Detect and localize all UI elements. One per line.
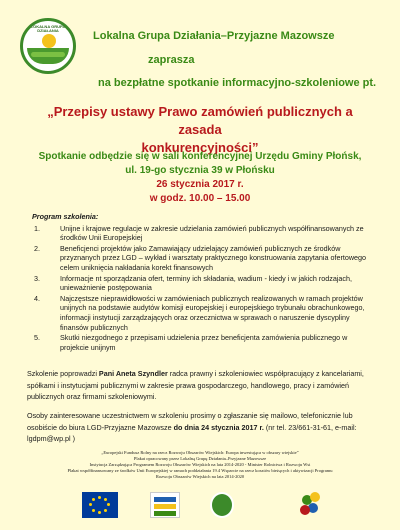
logo-text: LOKALNA GRUPA DZIAŁANIA	[30, 24, 66, 33]
training-title	[30, 103, 370, 157]
event-time: w godz. 10.00 – 15.00	[149, 193, 251, 204]
registration-paragraph	[27, 410, 373, 445]
logo-field-stripe	[31, 52, 65, 57]
venue-line-2: ul. 19-go stycznia 39 w Płońsku	[125, 165, 275, 176]
invites-text: zaprasza	[148, 54, 195, 66]
item-number: 3.	[34, 273, 40, 283]
footer-line: Instytucja Zarządzająca Programem Rozwoju Obszarów Wiejskich na lata 2014-2020 - Minister Rolnictwa i Rozwoju Wsi	[89, 462, 311, 467]
trainer-name: Pani Aneta Szyndler	[98, 369, 168, 378]
leader-logo-icon	[150, 492, 180, 518]
program-heading: Program szkolenia:	[32, 212, 99, 221]
registration-intro: Osoby zainteresowane uczestnictwem w szkoleniu prosimy o zgłaszanie się mailowo, telefonicznie lub osobiście do biura LGD-Przyjazne Mazowsze	[27, 411, 353, 432]
program-item	[32, 274, 374, 293]
event-date: 26 stycznia 2017 r.	[156, 179, 244, 190]
eu-flag-icon	[82, 492, 118, 518]
program-item	[32, 244, 374, 273]
logo-sun	[42, 34, 56, 48]
registration-contact: (nr tel. 23/661-31-61, e-mail: lgdpm@wp.pl )	[27, 422, 357, 443]
program-item	[32, 224, 374, 243]
item-text: Unijne i krajowe regulacje w zakresie udzielania zamówień publicznych współfinansowanych ze środków Unii Europejskiej	[60, 223, 364, 243]
program-list	[32, 224, 374, 353]
lgd-small-logo-icon	[210, 492, 234, 518]
item-number: 5.	[34, 333, 40, 343]
venue-info	[30, 150, 370, 206]
item-number: 1.	[34, 223, 40, 233]
title-line-2: konkurencyjności”	[141, 140, 259, 155]
organizer-name: Lokalna Grupa Działania–Przyjazne Mazowsze	[93, 30, 335, 42]
item-number: 4.	[34, 293, 40, 303]
invitation-line: na bezpłatne spotkanie informacyjno-szkoleniowe pt.	[98, 77, 377, 89]
title-line-1: „Przepisy ustawy Prawo zamówień publicznych a zasada	[47, 104, 353, 137]
trainer-intro: Szkolenie poprowadzi	[27, 369, 99, 378]
item-text: Skutki niezgodnego z przepisami udzielenia przez beneficjenta zamówienia publicznego w projekcie unijnym	[60, 333, 348, 352]
trainer-description: radca prawny i szkoleniowiec współpracujący z kancelariami, spółkami i instytucjami publicznymi w zakresie prawa gospodarczego, handlowego, pracy i zamówień publicznych oraz firmami szkoleniowymi.	[27, 369, 364, 401]
footer-line: „Europejski Fundusz Rolny na rzecz Rozwoju Obszarów Wiejskich: Europa inwestująca w obszary wiejskie”	[101, 450, 299, 455]
training-program	[32, 212, 374, 353]
registration-deadline: do dnia 24 stycznia 2017 r.	[173, 422, 264, 432]
item-text: Beneficjenci projektów jako Zamawiający udzielający zamówień publicznych ze środków przyznanych przez LGD – wykład i warsztaty praktycznego konstruowania zapytania ofertowego celem uniknięcia nakładania korekt finansowych	[60, 243, 367, 272]
funding-footer	[40, 450, 360, 480]
footer-line: Plakat opracowany przez Lokalną Grupę Działania–Przyjazne Mazowsze	[133, 456, 267, 461]
trainer-paragraph	[27, 368, 373, 403]
prow-logo-icon	[300, 492, 330, 518]
venue-line-1: Spotkanie odbędzie się w sali konferencyjnej Urzędu Gminy Płońsk,	[38, 151, 362, 162]
lgd-logo	[20, 18, 76, 74]
footer-line: Plakat współfinansowany ze środków Unii Europejskiej w ramach poddziałania 19.4 Wsparcie na rzecz kosztów bieżących i aktywizacji Programu	[67, 468, 333, 473]
item-text: Najczęstsze nieprawidłowości w zamówieniach publicznych realizowanych w ramach projektów unijnych na podstawie audytów komisji europejskiej i europejskiego trybunału obrachunkowego, informacji instytucji zarządzających oraz orzecznictwa w sprawach o naruszenie dyscypliny finansów publicznych	[60, 293, 365, 332]
sponsor-logos	[0, 490, 400, 530]
program-item	[32, 333, 374, 352]
item-number: 2.	[34, 243, 40, 253]
program-item	[32, 294, 374, 332]
footer-line: Rozwoju Obszarów Wiejskich na lata 2014-2020	[155, 474, 245, 479]
item-text: Informacje nt sporządzania ofert, terminy ich składania, wadium - kiedy i w jakich rodzajach, unieważnienie postępowania	[60, 273, 353, 293]
